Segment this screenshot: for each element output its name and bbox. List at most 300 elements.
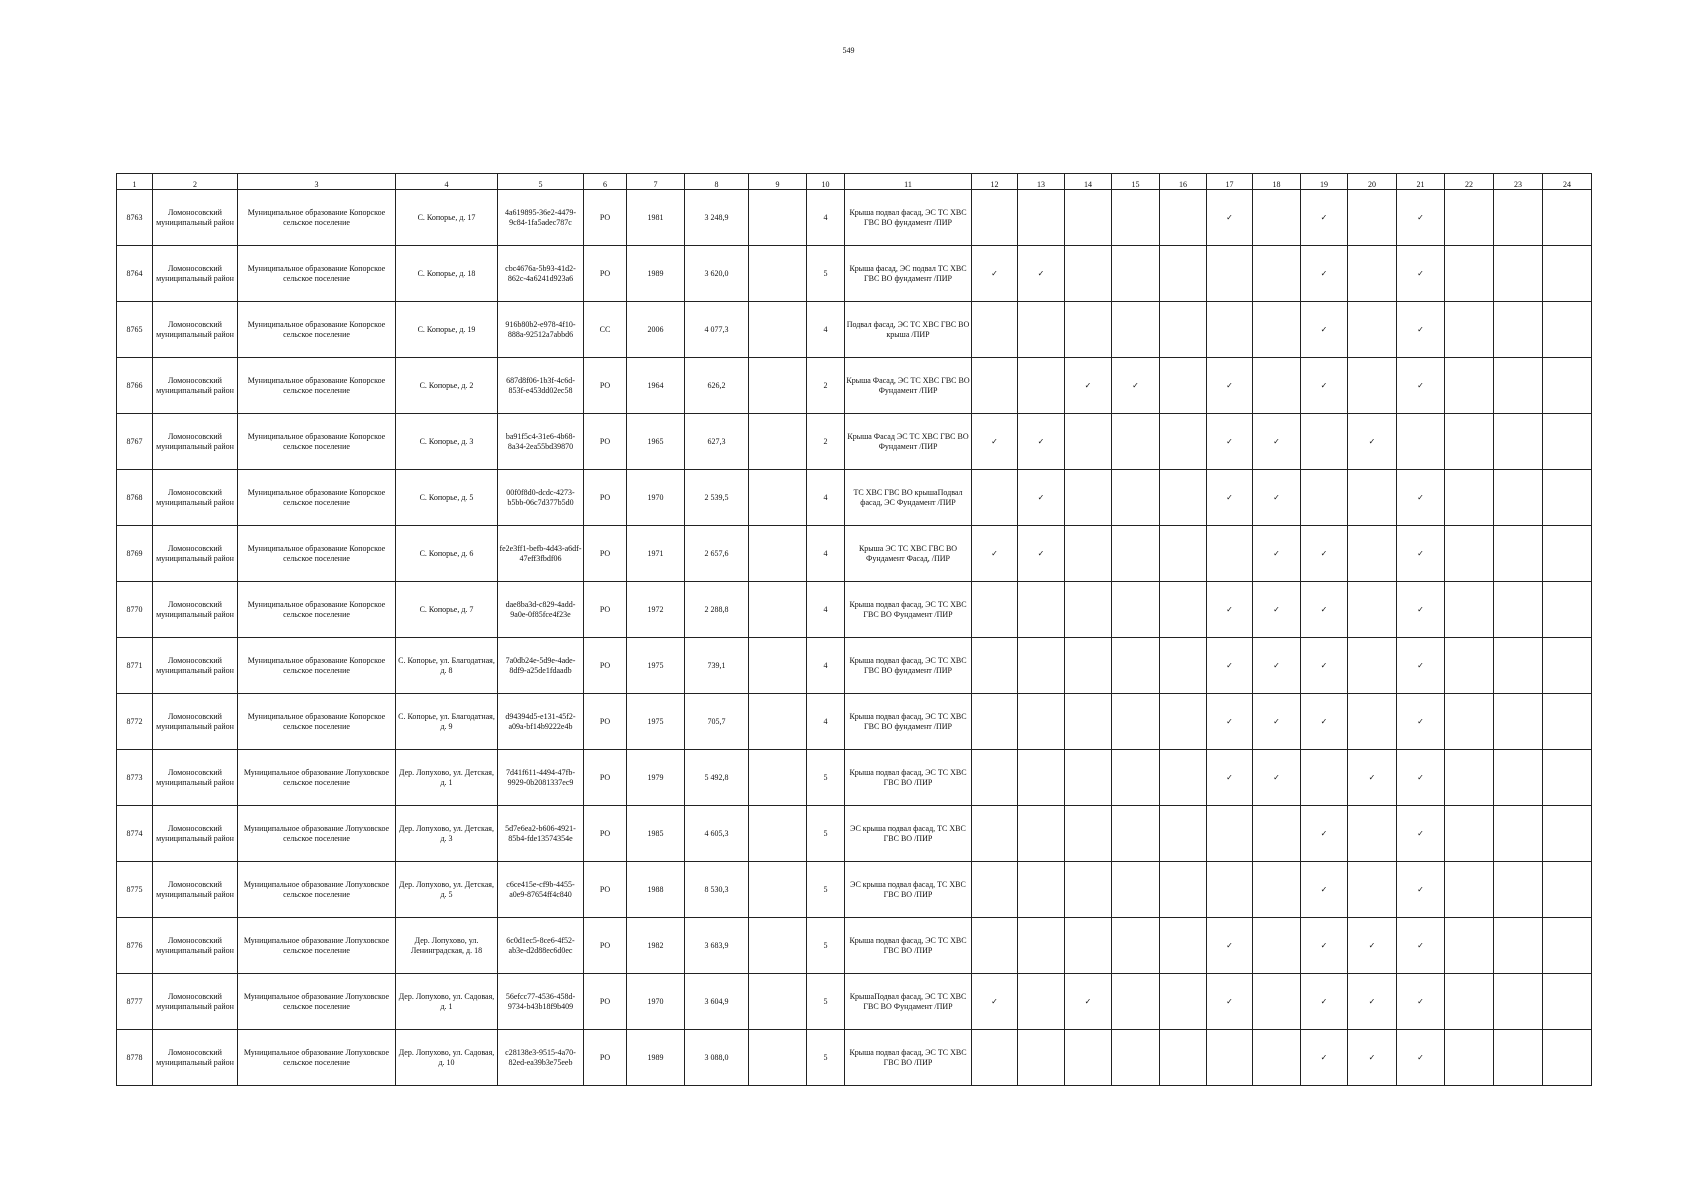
column-9-value — [749, 918, 807, 974]
column-9-value — [749, 358, 807, 414]
column-12-cell — [972, 302, 1018, 358]
column-19-cell — [1301, 918, 1348, 974]
checkmark-icon: ✓ — [1417, 1052, 1424, 1062]
column-15-cell — [1112, 862, 1160, 918]
column-12-cell — [972, 918, 1018, 974]
column-10-value: 5 — [807, 862, 845, 918]
column-16-cell — [1160, 358, 1207, 414]
column-20-cell — [1348, 974, 1397, 1030]
address: С. Копорье, д. 18 — [396, 246, 498, 302]
column-16-cell — [1160, 974, 1207, 1030]
column-15-cell — [1112, 358, 1160, 414]
column-14-cell — [1065, 470, 1112, 526]
checkmark-icon: ✓ — [1417, 716, 1424, 726]
column-number-header: 18 — [1253, 174, 1301, 190]
total-area: 2 539,5 — [685, 470, 749, 526]
checkmark-icon: ✓ — [1273, 604, 1280, 614]
address: С. Копорье, д. 3 — [396, 414, 498, 470]
checkmark-icon: ✓ — [1273, 716, 1280, 726]
column-24-cell — [1543, 246, 1592, 302]
municipality-name: Муниципальное образование Копорское сельское поселение — [238, 638, 396, 694]
address: Дер. Лопухово, ул. Детская, д. 3 — [396, 806, 498, 862]
construction-year: 1988 — [627, 862, 685, 918]
column-20-cell — [1348, 302, 1397, 358]
column-19-cell — [1301, 526, 1348, 582]
column-17-cell — [1207, 414, 1253, 470]
column-17-cell — [1207, 806, 1253, 862]
column-22-cell — [1445, 302, 1494, 358]
checkmark-icon: ✓ — [991, 436, 998, 446]
municipality-name: Муниципальное образование Лопуховское сельское поселение — [238, 862, 396, 918]
column-9-value — [749, 862, 807, 918]
column-10-value: 5 — [807, 974, 845, 1030]
house-guid: 687d8f06-1b3f-4c6d-853f-e453dd02ec58 — [498, 358, 584, 414]
column-19-cell — [1301, 806, 1348, 862]
column-23-cell — [1494, 918, 1543, 974]
column-20-cell — [1348, 806, 1397, 862]
column-10-value: 4 — [807, 582, 845, 638]
column-17-cell — [1207, 750, 1253, 806]
column-20-cell — [1348, 526, 1397, 582]
column-number-header: 6 — [584, 174, 627, 190]
table-row — [117, 1030, 1592, 1086]
total-area: 3 683,9 — [685, 918, 749, 974]
house-guid: ba91f5c4-31e6-4b68-8a34-2ea55bd39870 — [498, 414, 584, 470]
checkmark-icon: ✓ — [1320, 212, 1328, 222]
column-24-cell — [1543, 190, 1592, 246]
column-14-cell — [1065, 694, 1112, 750]
column-15-cell — [1112, 582, 1160, 638]
construction-year: 1972 — [627, 582, 685, 638]
column-21-cell — [1397, 862, 1445, 918]
column-21-cell — [1397, 638, 1445, 694]
column-14-cell — [1065, 358, 1112, 414]
checkmark-icon: ✓ — [1037, 268, 1045, 278]
district-name: Ломоносовский муниципальный район — [153, 358, 238, 414]
checkmark-icon: ✓ — [1417, 324, 1424, 334]
checkmark-icon: ✓ — [1368, 1052, 1376, 1062]
table-row — [117, 358, 1592, 414]
column-22-cell — [1445, 974, 1494, 1030]
column-22-cell — [1445, 638, 1494, 694]
column-18-cell — [1253, 918, 1301, 974]
row-number: 8772 — [117, 694, 153, 750]
checkmark-icon: ✓ — [1417, 492, 1424, 502]
total-area: 2 657,6 — [685, 526, 749, 582]
column-9-value — [749, 302, 807, 358]
column-21-cell — [1397, 190, 1445, 246]
column-22-cell — [1445, 1030, 1494, 1086]
column-21-cell — [1397, 1030, 1445, 1086]
checkmark-icon: ✓ — [1037, 436, 1045, 446]
checkmark-icon: ✓ — [1368, 996, 1376, 1006]
column-23-cell — [1494, 974, 1543, 1030]
checkmark-icon: ✓ — [1320, 604, 1328, 614]
column-15-cell — [1112, 694, 1160, 750]
column-13-cell — [1018, 190, 1065, 246]
construction-year: 1970 — [627, 470, 685, 526]
checkmark-icon: ✓ — [1226, 772, 1233, 782]
address: С. Копорье, д. 17 — [396, 190, 498, 246]
column-15-cell — [1112, 638, 1160, 694]
district-name: Ломоносовский муниципальный район — [153, 526, 238, 582]
address: Дер. Лопухово, ул. Садовая, д. 1 — [396, 974, 498, 1030]
row-number: 8774 — [117, 806, 153, 862]
column-14-cell — [1065, 414, 1112, 470]
checkmark-icon: ✓ — [991, 996, 998, 1006]
municipality-name: Муниципальное образование Лопуховское сельское поселение — [238, 974, 396, 1030]
column-18-cell — [1253, 526, 1301, 582]
column-22-cell — [1445, 582, 1494, 638]
district-name: Ломоносовский муниципальный район — [153, 694, 238, 750]
checkmark-icon: ✓ — [1320, 940, 1328, 950]
column-23-cell — [1494, 190, 1543, 246]
construction-year: 1989 — [627, 246, 685, 302]
checkmark-icon: ✓ — [1320, 996, 1328, 1006]
construction-year: 1985 — [627, 806, 685, 862]
checkmark-icon: ✓ — [1226, 604, 1233, 614]
column-17-cell — [1207, 526, 1253, 582]
column-15-cell — [1112, 974, 1160, 1030]
column-number-header: 21 — [1397, 174, 1445, 190]
row-number: 8767 — [117, 414, 153, 470]
ownership-type: РО — [584, 414, 627, 470]
column-9-value — [749, 526, 807, 582]
column-24-cell — [1543, 414, 1592, 470]
row-number: 8771 — [117, 638, 153, 694]
column-22-cell — [1445, 470, 1494, 526]
column-19-cell — [1301, 862, 1348, 918]
column-15-cell — [1112, 750, 1160, 806]
district-name: Ломоносовский муниципальный район — [153, 750, 238, 806]
column-24-cell — [1543, 638, 1592, 694]
construction-year: 1975 — [627, 638, 685, 694]
house-guid: fe2e3ff1-befb-4d43-a6df-47eff3fbdf06 — [498, 526, 584, 582]
column-15-cell — [1112, 918, 1160, 974]
ownership-type: РО — [584, 190, 627, 246]
address: С. Копорье, д. 2 — [396, 358, 498, 414]
column-18-cell — [1253, 302, 1301, 358]
house-guid: d94394d5-e131-45f2-a09a-bf14b9222e4b — [498, 694, 584, 750]
checkmark-icon: ✓ — [1320, 268, 1328, 278]
column-24-cell — [1543, 862, 1592, 918]
checkmark-icon: ✓ — [1320, 884, 1328, 894]
checkmark-icon: ✓ — [1273, 436, 1280, 446]
construction-year: 1971 — [627, 526, 685, 582]
column-21-cell — [1397, 918, 1445, 974]
column-12-cell — [972, 414, 1018, 470]
column-13-cell — [1018, 694, 1065, 750]
column-number-header: 11 — [845, 174, 972, 190]
district-name: Ломоносовский муниципальный район — [153, 862, 238, 918]
column-24-cell — [1543, 918, 1592, 974]
total-area: 627,3 — [685, 414, 749, 470]
column-9-value — [749, 414, 807, 470]
column-17-cell — [1207, 1030, 1253, 1086]
column-21-cell — [1397, 302, 1445, 358]
column-18-cell — [1253, 358, 1301, 414]
checkmark-icon: ✓ — [991, 548, 998, 558]
column-14-cell — [1065, 862, 1112, 918]
column-17-cell — [1207, 694, 1253, 750]
checkmark-icon: ✓ — [1226, 436, 1233, 446]
checkmark-icon: ✓ — [1368, 772, 1376, 782]
total-area: 705,7 — [685, 694, 749, 750]
district-name: Ломоносовский муниципальный район — [153, 246, 238, 302]
column-17-cell — [1207, 358, 1253, 414]
column-14-cell — [1065, 302, 1112, 358]
ownership-type: РО — [584, 694, 627, 750]
column-10-value: 2 — [807, 414, 845, 470]
house-guid: c6ce415e-cf9b-4455-a0e9-87654ff4c840 — [498, 862, 584, 918]
column-12-cell — [972, 190, 1018, 246]
municipality-name: Муниципальное образование Лопуховское сельское поселение — [238, 750, 396, 806]
column-number-header: 13 — [1018, 174, 1065, 190]
table-body — [117, 174, 1592, 1086]
column-number-header: 2 — [153, 174, 238, 190]
column-14-cell — [1065, 1030, 1112, 1086]
column-18-cell — [1253, 694, 1301, 750]
column-13-cell — [1018, 638, 1065, 694]
column-24-cell — [1543, 1030, 1592, 1086]
column-23-cell — [1494, 1030, 1543, 1086]
checkmark-icon: ✓ — [1226, 940, 1233, 950]
column-16-cell — [1160, 806, 1207, 862]
district-name: Ломоносовский муниципальный район — [153, 638, 238, 694]
works-list: КрышаПодвал фасад, ЭС ТС ХВС ГВС ВО Фундамент /ПИР — [845, 974, 972, 1030]
ownership-type: РО — [584, 582, 627, 638]
house-guid: 5d7e6ea2-b606-4921-85b4-fde13574354e — [498, 806, 584, 862]
checkmark-icon: ✓ — [1417, 380, 1424, 390]
table-row — [117, 638, 1592, 694]
column-14-cell — [1065, 582, 1112, 638]
column-12-cell — [972, 582, 1018, 638]
row-number: 8770 — [117, 582, 153, 638]
column-10-value: 4 — [807, 302, 845, 358]
address: Дер. Лопухово, ул. Детская, д. 1 — [396, 750, 498, 806]
column-24-cell — [1543, 806, 1592, 862]
column-18-cell — [1253, 582, 1301, 638]
row-number: 8773 — [117, 750, 153, 806]
column-15-cell — [1112, 302, 1160, 358]
column-number-header-row — [117, 174, 1592, 190]
column-number-header: 10 — [807, 174, 845, 190]
house-guid: 56efcc77-4536-458d-9734-b43b18f9b409 — [498, 974, 584, 1030]
works-list: Крыша подвал фасад, ЭС ТС ХВС ГВС ВО фундамент /ПИР — [845, 638, 972, 694]
works-list: Подвал фасад, ЭС ТС ХВС ГВС ВО крыша /ПИР — [845, 302, 972, 358]
municipality-name: Муниципальное образование Копорское сельское поселение — [238, 470, 396, 526]
checkmark-icon: ✓ — [991, 268, 998, 278]
works-list: Крыша подвал фасад, ЭС ТС ХВС ГВС ВО /ПИР — [845, 1030, 972, 1086]
column-16-cell — [1160, 750, 1207, 806]
house-guid: c28138e3-9515-4a70-82ed-ea39b3e75eeb — [498, 1030, 584, 1086]
house-guid: 7d41f611-4494-47fb-9929-0b2081337ec9 — [498, 750, 584, 806]
works-list: ТС ХВС ГВС ВО крышаПодвал фасад, ЭС Фундамент /ПИР — [845, 470, 972, 526]
municipality-name: Муниципальное образование Копорское сельское поселение — [238, 694, 396, 750]
total-area: 3 088,0 — [685, 1030, 749, 1086]
works-list: ЭС крыша подвал фасад, ТС ХВС ГВС ВО /ПИР — [845, 862, 972, 918]
column-9-value — [749, 638, 807, 694]
works-list: Крыша подвал фасад, ЭС ТС ХВС ГВС ВО фундамент /ПИР — [845, 190, 972, 246]
district-name: Ломоносовский муниципальный район — [153, 806, 238, 862]
column-number-header: 14 — [1065, 174, 1112, 190]
column-20-cell — [1348, 470, 1397, 526]
column-number-header: 12 — [972, 174, 1018, 190]
house-guid: cbc4676a-5b93-41d2-862c-4a6241d923a6 — [498, 246, 584, 302]
column-10-value: 5 — [807, 246, 845, 302]
address: С. Копорье, ул. Благодатная, д. 9 — [396, 694, 498, 750]
checkmark-icon: ✓ — [1273, 548, 1280, 558]
column-9-value — [749, 974, 807, 1030]
table-row — [117, 414, 1592, 470]
column-20-cell — [1348, 862, 1397, 918]
column-18-cell — [1253, 806, 1301, 862]
column-23-cell — [1494, 750, 1543, 806]
address: Дер. Лопухово, ул. Ленинградская, д. 18 — [396, 918, 498, 974]
column-14-cell — [1065, 190, 1112, 246]
column-23-cell — [1494, 302, 1543, 358]
column-10-value: 4 — [807, 526, 845, 582]
column-22-cell — [1445, 862, 1494, 918]
column-number-header: 20 — [1348, 174, 1397, 190]
checkmark-icon: ✓ — [1226, 996, 1233, 1006]
column-12-cell — [972, 806, 1018, 862]
column-16-cell — [1160, 246, 1207, 302]
municipality-name: Муниципальное образование Копорское сельское поселение — [238, 414, 396, 470]
table-row — [117, 862, 1592, 918]
row-number: 8765 — [117, 302, 153, 358]
column-18-cell — [1253, 974, 1301, 1030]
column-10-value: 4 — [807, 638, 845, 694]
column-14-cell — [1065, 918, 1112, 974]
works-list: Крыша подвал фасад, ЭС ТС ХВС ГВС ВО /ПИР — [845, 750, 972, 806]
total-area: 4 605,3 — [685, 806, 749, 862]
checkmark-icon: ✓ — [1226, 380, 1233, 390]
municipality-name: Муниципальное образование Лопуховское сельское поселение — [238, 806, 396, 862]
row-number: 8769 — [117, 526, 153, 582]
address: Дер. Лопухово, ул. Детская, д. 5 — [396, 862, 498, 918]
column-21-cell — [1397, 414, 1445, 470]
ownership-type: РО — [584, 246, 627, 302]
construction-year: 1979 — [627, 750, 685, 806]
column-10-value: 5 — [807, 750, 845, 806]
column-10-value: 5 — [807, 806, 845, 862]
municipality-name: Муниципальное образование Копорское сельское поселение — [238, 582, 396, 638]
column-13-cell — [1018, 582, 1065, 638]
column-13-cell — [1018, 470, 1065, 526]
column-13-cell — [1018, 918, 1065, 974]
column-21-cell — [1397, 526, 1445, 582]
column-19-cell — [1301, 694, 1348, 750]
column-24-cell — [1543, 694, 1592, 750]
table-row — [117, 190, 1592, 246]
checkmark-icon: ✓ — [1417, 660, 1424, 670]
municipality-name: Муниципальное образование Копорское сельское поселение — [238, 190, 396, 246]
checkmark-icon: ✓ — [1273, 492, 1280, 502]
address: С. Копорье, д. 6 — [396, 526, 498, 582]
column-23-cell — [1494, 862, 1543, 918]
column-23-cell — [1494, 414, 1543, 470]
column-19-cell — [1301, 190, 1348, 246]
column-24-cell — [1543, 470, 1592, 526]
checkmark-icon: ✓ — [1320, 324, 1328, 334]
total-area: 8 530,3 — [685, 862, 749, 918]
column-21-cell — [1397, 246, 1445, 302]
column-9-value — [749, 1030, 807, 1086]
column-13-cell — [1018, 414, 1065, 470]
checkmark-icon: ✓ — [1132, 380, 1139, 390]
checkmark-icon: ✓ — [1320, 548, 1328, 558]
checkmark-icon: ✓ — [1417, 772, 1424, 782]
column-16-cell — [1160, 694, 1207, 750]
column-17-cell — [1207, 190, 1253, 246]
column-9-value — [749, 582, 807, 638]
municipality-name: Муниципальное образование Лопуховское сельское поселение — [238, 1030, 396, 1086]
column-9-value — [749, 190, 807, 246]
checkmark-icon: ✓ — [1368, 940, 1376, 950]
column-12-cell — [972, 750, 1018, 806]
checkmark-icon: ✓ — [1320, 380, 1328, 390]
column-23-cell — [1494, 246, 1543, 302]
municipality-name: Муниципальное образование Копорское сельское поселение — [238, 246, 396, 302]
column-20-cell — [1348, 582, 1397, 638]
column-18-cell — [1253, 414, 1301, 470]
column-15-cell — [1112, 470, 1160, 526]
checkmark-icon: ✓ — [1226, 212, 1233, 222]
column-9-value — [749, 470, 807, 526]
column-17-cell — [1207, 582, 1253, 638]
works-list: Крыша фасад, ЭС подвал ТС ХВС ГВС ВО фундамент /ПИР — [845, 246, 972, 302]
column-12-cell — [972, 526, 1018, 582]
column-18-cell — [1253, 638, 1301, 694]
table-row — [117, 806, 1592, 862]
column-10-value: 4 — [807, 694, 845, 750]
address: Дер. Лопухово, ул. Садовая, д. 10 — [396, 1030, 498, 1086]
ownership-type: РО — [584, 470, 627, 526]
column-10-value: 5 — [807, 1030, 845, 1086]
column-19-cell — [1301, 1030, 1348, 1086]
column-number-header: 7 — [627, 174, 685, 190]
column-24-cell — [1543, 358, 1592, 414]
row-number: 8775 — [117, 862, 153, 918]
column-21-cell — [1397, 582, 1445, 638]
works-list: Крыша ЭС ТС ХВС ГВС ВО Фундамент Фасад, /ПИР — [845, 526, 972, 582]
column-13-cell — [1018, 806, 1065, 862]
column-16-cell — [1160, 470, 1207, 526]
column-9-value — [749, 694, 807, 750]
district-name: Ломоносовский муниципальный район — [153, 190, 238, 246]
column-20-cell — [1348, 694, 1397, 750]
column-number-header: 15 — [1112, 174, 1160, 190]
ownership-type: РО — [584, 1030, 627, 1086]
column-14-cell — [1065, 638, 1112, 694]
checkmark-icon: ✓ — [1417, 604, 1424, 614]
column-19-cell — [1301, 302, 1348, 358]
column-18-cell — [1253, 862, 1301, 918]
column-17-cell — [1207, 918, 1253, 974]
column-13-cell — [1018, 246, 1065, 302]
column-13-cell — [1018, 358, 1065, 414]
column-23-cell — [1494, 470, 1543, 526]
column-number-header: 24 — [1543, 174, 1592, 190]
column-18-cell — [1253, 750, 1301, 806]
column-14-cell — [1065, 806, 1112, 862]
column-22-cell — [1445, 414, 1494, 470]
column-16-cell — [1160, 638, 1207, 694]
column-22-cell — [1445, 918, 1494, 974]
column-19-cell — [1301, 246, 1348, 302]
column-number-header: 16 — [1160, 174, 1207, 190]
